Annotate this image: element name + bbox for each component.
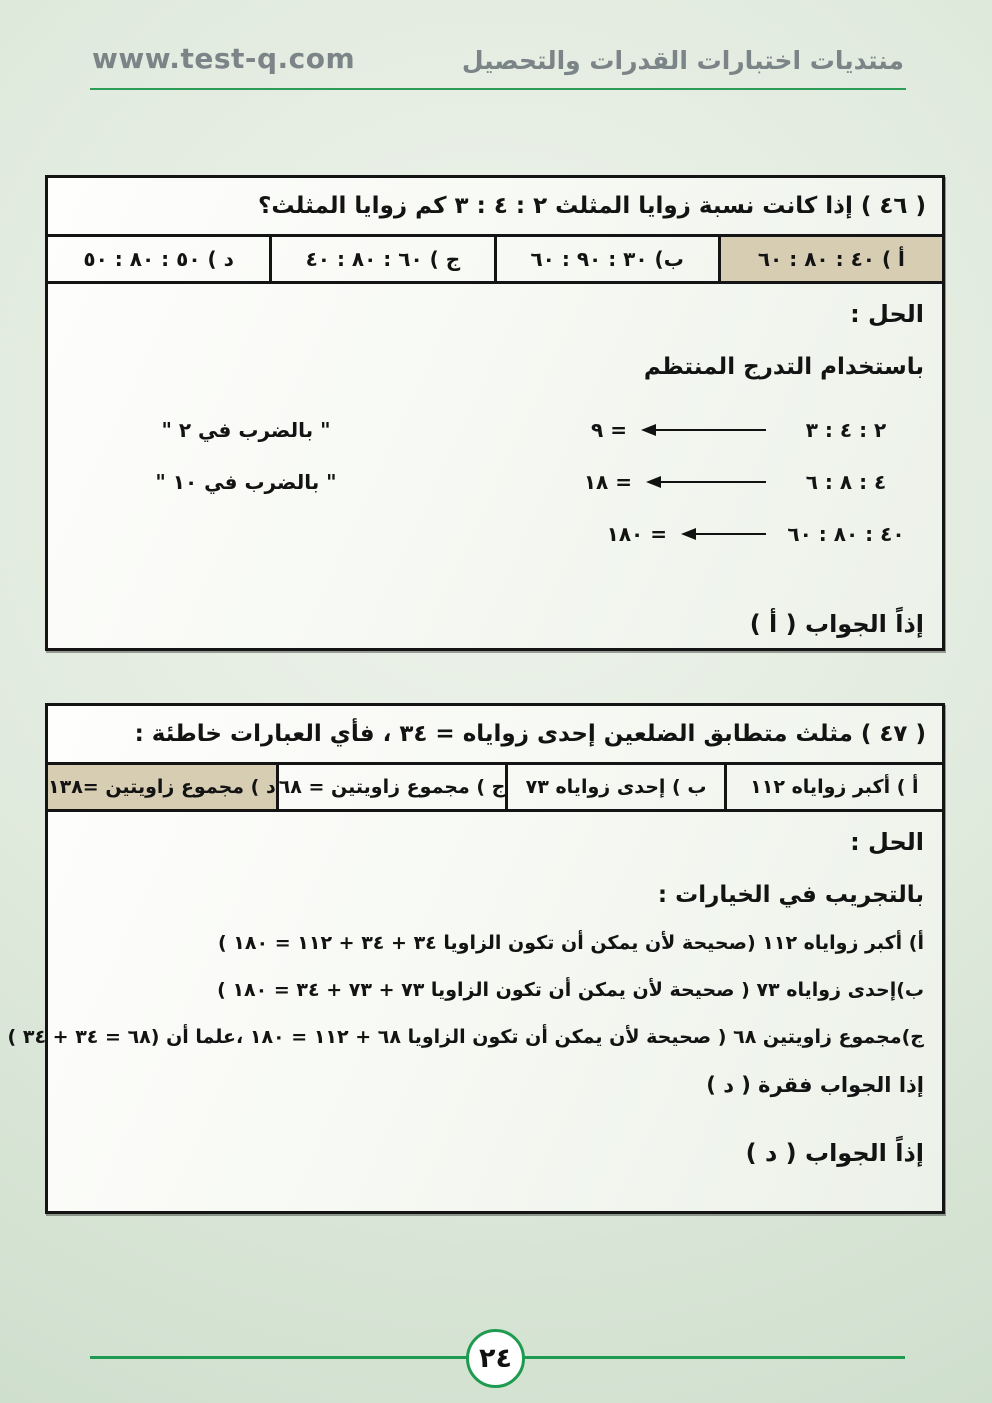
question-46-solution (48, 284, 942, 638)
explanation-conclusion: إذا الجواب فقرة ( د ) (706, 1073, 924, 1097)
ratio-value: ٤ : ٨ : ٦ (805, 470, 887, 494)
ratio-step-row (66, 404, 924, 456)
sum-value: = ١٨٠ (606, 522, 667, 546)
question-46-options-row (48, 237, 942, 284)
page-header (92, 42, 904, 75)
question-box-46 (45, 175, 945, 651)
answer-line: إذاً الجواب ( أ ) (749, 610, 924, 638)
multiply-note: " بالضرب في ١٠ " (155, 470, 337, 494)
option-c: ج ) ٦٠ : ٨٠ : ٤٠ (269, 237, 493, 281)
page-number: ٢٤ (479, 1343, 512, 1374)
answer-line: إذاً الجواب ( د ) (745, 1139, 924, 1167)
option-c: ج ) مجموع زاويتين = ٦٨ (276, 765, 506, 809)
multiply-note: " بالضرب في ٢ " (161, 418, 331, 442)
question-47-solution (7, 812, 942, 1167)
option-a: أ ) ٤٠ : ٨٠ : ٦٠ (718, 237, 942, 281)
question-box-47 (7, 703, 945, 1214)
page-number-badge (466, 1329, 525, 1388)
ratio-step-row (66, 508, 924, 560)
solution-method: بالتجريب في الخيارات : (657, 882, 924, 908)
explanation-line-b: ب)إحدى زواياه ٧٣ ( صحيحة لأن يمكن أن تكون الزاويا ٧٣ + ٧٣ + ٣٤ = ١٨٠ ) (217, 979, 924, 1001)
question-47-title: ( ٤٧ ) مثلث متطابق الضلعين إحدى زواياه = ٣٤ ، فأي العبارات خاطئة : (48, 706, 942, 765)
explanation-line-c: ج)مجموع زاويتين ٦٨ ( صحيحة لأن يمكن أن تكون الزاويا ٦٨ + ١١٢ = ١٨٠ ،علما أن (٦٨ = ٣٤ + ٣٤ ) (7, 1026, 924, 1048)
solution-heading: الحل : (850, 828, 924, 856)
solution-heading: الحل : (850, 300, 924, 328)
ratio-step-row (66, 456, 924, 508)
arrow-left-icon (646, 476, 766, 488)
option-b: ب ) إحدى زواياه ٧٣ (505, 765, 723, 809)
explanation-line-a: أ) أكبر زواياه ١١٢ (صحيحة لأن يمكن أن تكون الزاويا ٣٤ + ٣٤ + ١١٢ = ١٨٠ ) (217, 932, 924, 954)
option-d: د ) ٥٠ : ٨٠ : ٥٠ (83, 247, 234, 271)
sum-value: = ١٨ (583, 470, 632, 494)
header-divider (90, 88, 906, 90)
arrow-left-icon (681, 528, 766, 540)
ratio-value: ٢ : ٤ : ٣ (805, 418, 887, 442)
option-a: أ ) أكبر زواياه ١١٢ (724, 765, 942, 809)
option-d: د ) مجموع زاويتين =١٣٨ (48, 765, 276, 809)
solution-method: باستخدام التدرج المنتظم (643, 354, 924, 380)
ratio-value: ٤٠ : ٨٠ : ٦٠ (787, 522, 905, 546)
question-46-title: ( ٤٦ ) إذا كانت نسبة زوايا المثلث ٢ : ٤ : ٣ كم زوايا المثلث؟ (48, 178, 942, 237)
arrow-left-icon (641, 424, 766, 436)
ratio-steps (66, 404, 924, 560)
sum-value: = ٩ (591, 418, 627, 442)
site-title: منتديات اختبارات القدرات والتحصيل (461, 46, 904, 75)
question-47-options-row (48, 765, 942, 812)
site-url: www.test-q.com (92, 42, 356, 75)
explanation-lines (7, 932, 924, 1097)
option-b: ب) ٣٠ : ٩٠ : ٦٠ (494, 237, 718, 281)
